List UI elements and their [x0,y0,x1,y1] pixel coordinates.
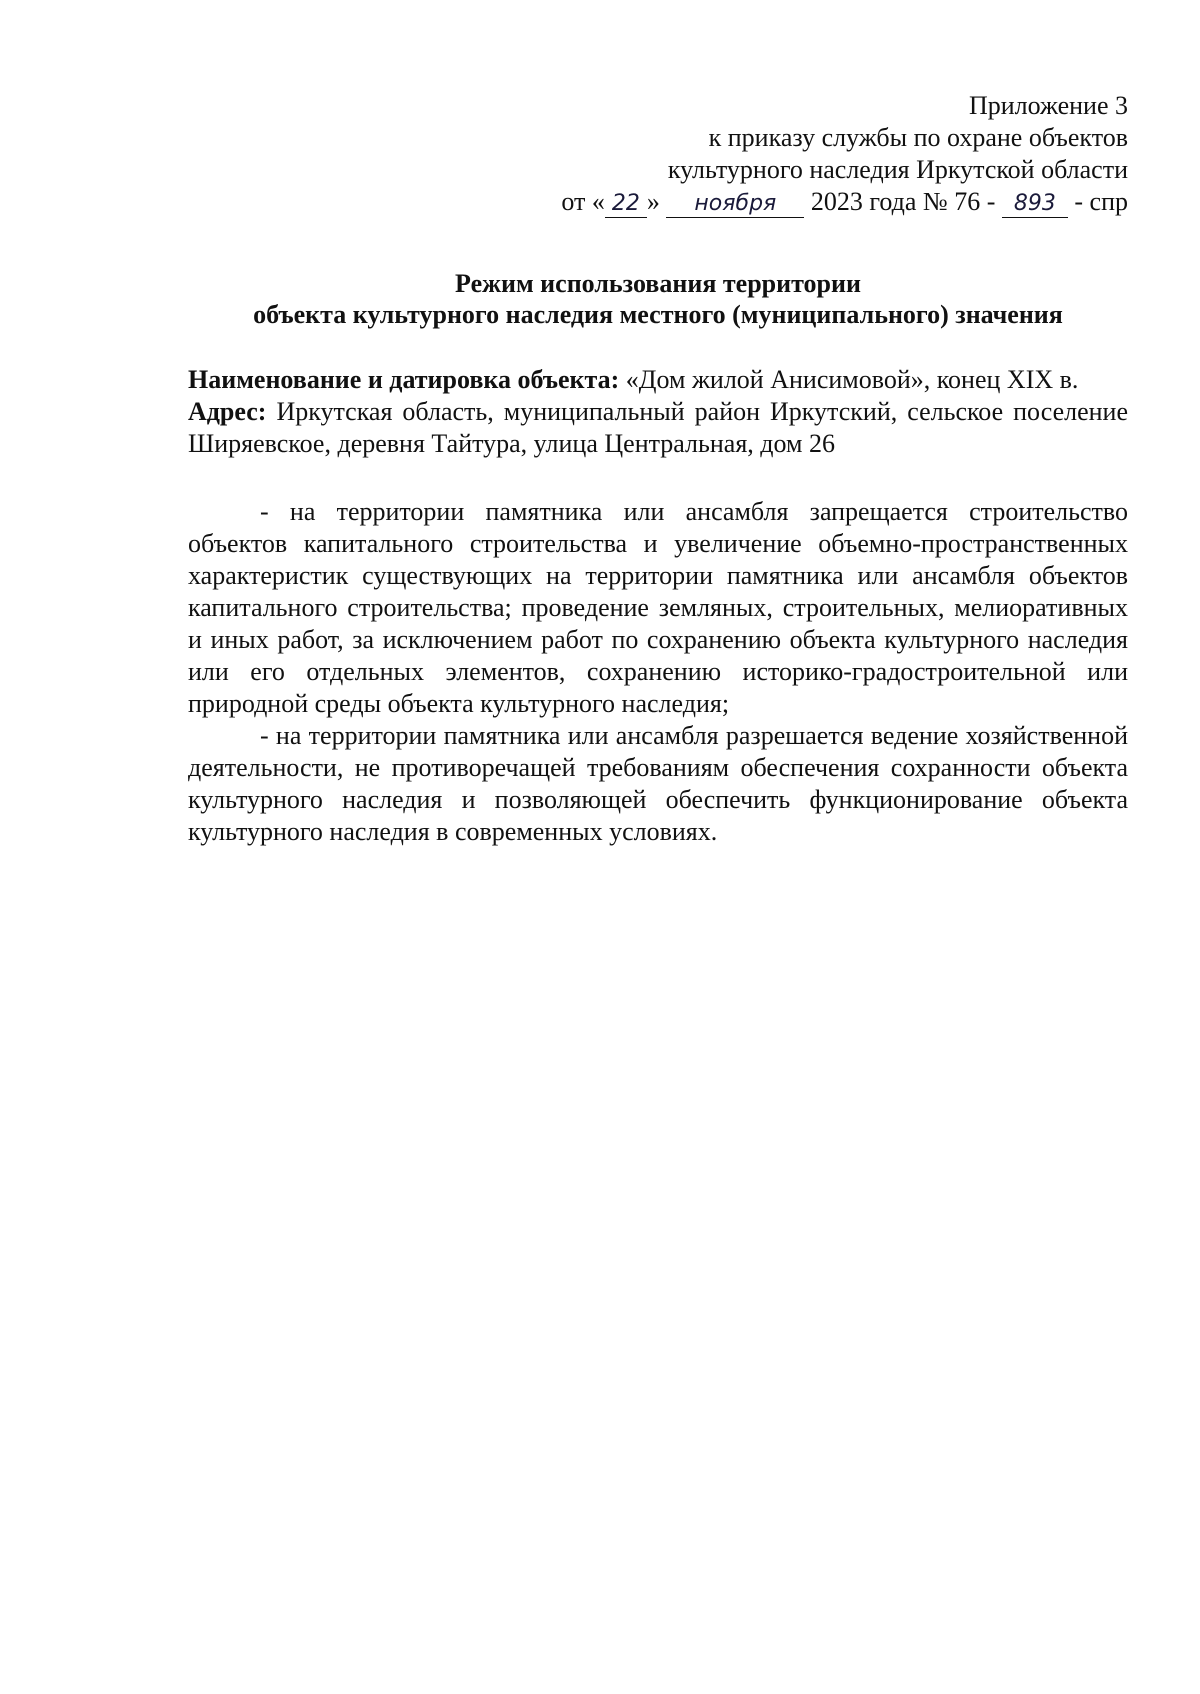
order-suffix: - спр [1074,187,1128,216]
day-suffix: » [646,187,660,216]
handwritten-month: ноября [666,191,804,218]
appendix-authority: культурного наследия Иркутской области [667,155,1128,184]
handwritten-day: 22 [605,191,647,218]
order-year: 2023 года № 76 - [810,187,996,216]
appendix-header [188,90,1128,218]
object-name-row [188,364,1128,396]
object-address-row [188,396,1128,460]
handwritten-order-number: 893 [1002,191,1068,218]
object-name-value: «Дом жилой Анисимовой», конец XIX в. [625,365,1079,394]
object-address-label: Адрес: [188,397,267,426]
rule-prohibition: - на территории памятника или ансамбля запрещается строительство объектов капитального строительства и увеличение объемно-пространственных характеристик существующих на территории памятника или ансамбля объектов капитального строительства; проведение земляных, строительных, мелиоративных и иных работ, за исключением работ по сохранению объекта культурного наследия или его отдельных элементов, сохранению историко-градостроительной или природной среды объекта культурного наследия; [188,497,1128,718]
title-line-1: Режим использования территории [455,269,861,298]
date-prefix: от « [561,187,605,216]
regime-rules [188,496,1128,848]
object-info [188,364,1128,460]
rule-permission: - на территории памятника или ансамбля разрешается ведение хозяйственной деятельности, не противоречащей требованиям обеспечения сохранности объекта культурного наследия и позволяющей обеспечить функционирование объекта культурного наследия в современных условиях. [188,721,1128,846]
document-content [188,90,1128,848]
appendix-number: Приложение 3 [968,91,1128,120]
appendix-date-line [188,186,1128,218]
document-title [188,268,1128,330]
appendix-order-ref: к приказу службы по охране объектов [708,123,1128,152]
object-name-label: Наименование и датировка объекта: [188,365,620,394]
object-address-value: Иркутская область, муниципальный район Иркутский, сельское поселение Ширяевское, деревня Тайтура, улица Центральная, дом 26 [188,397,1128,458]
title-line-2: объекта культурного наследия местного (муниципального) значения [253,300,1063,329]
